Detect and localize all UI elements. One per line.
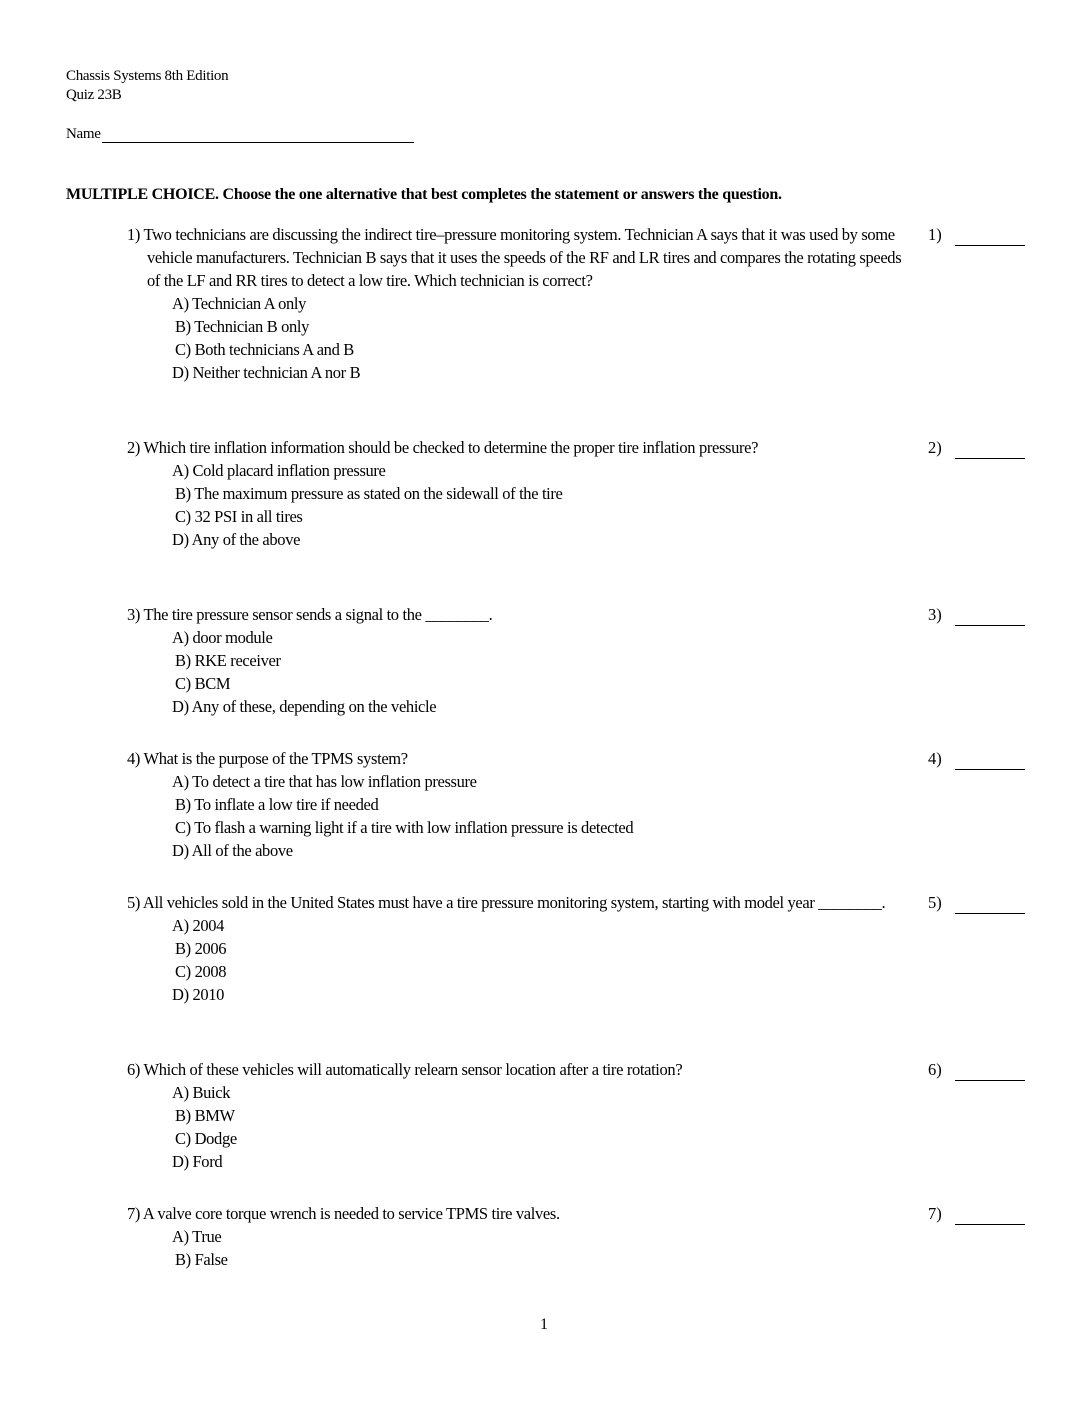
answer-blank-line[interactable] — [955, 895, 1025, 914]
option-a: A) Cold placard inflation pressure — [172, 461, 386, 480]
answer-number: 4) — [928, 749, 942, 768]
document-header — [66, 67, 228, 105]
answer-blank-line[interactable] — [955, 1206, 1025, 1225]
question-stem: 2) Which tire inflation information should be checked to determine the proper tire inflation pressure? — [127, 438, 759, 457]
answer-slot-2 — [928, 436, 1025, 459]
answer-number: 5) — [928, 893, 942, 912]
option-a: A) Buick — [172, 1083, 231, 1102]
option-b: B) False — [175, 1250, 228, 1269]
section-instructions: MULTIPLE CHOICE. Choose the one alternative that best completes the statement or answers the question. — [66, 186, 782, 203]
answer-blank-line[interactable] — [955, 1062, 1025, 1081]
question-stem: 6) Which of these vehicles will automatically relearn sensor location after a tire rotation? — [127, 1060, 683, 1079]
quiz-title: Quiz 23B — [66, 87, 122, 103]
page-number: 1 — [540, 1316, 548, 1333]
question-3 — [127, 603, 907, 718]
option-c: C) Dodge — [175, 1129, 237, 1148]
answer-slot-5 — [928, 891, 1025, 914]
question-stem: 4) What is the purpose of the TPMS system? — [127, 749, 408, 768]
answer-number: 7) — [928, 1204, 942, 1223]
course-title: Chassis Systems 8th Edition — [66, 68, 229, 84]
option-c: C) 32 PSI in all tires — [175, 507, 303, 526]
answer-slot-1 — [928, 223, 1025, 246]
option-a: A) door module — [172, 628, 273, 647]
answer-number: 3) — [928, 605, 942, 624]
answer-number: 1) — [928, 225, 942, 244]
question-4 — [127, 747, 907, 862]
question-6 — [127, 1058, 907, 1173]
question-stem: 5) All vehicles sold in the United States must have a tire pressure monitoring system, starting with model year ________. — [127, 893, 886, 912]
option-a: A) To detect a tire that has low inflation pressure — [172, 772, 477, 791]
question-2 — [127, 436, 907, 551]
answer-blank-line[interactable] — [955, 440, 1025, 459]
option-c: C) To flash a warning light if a tire with low inflation pressure is detected — [175, 818, 634, 837]
option-b: B) Technician B only — [175, 317, 310, 336]
option-d: D) Ford — [172, 1152, 223, 1171]
name-field-row — [66, 125, 414, 143]
answer-slot-6 — [928, 1058, 1025, 1081]
question-stem: 3) The tire pressure sensor sends a signal to the ________. — [127, 605, 493, 624]
name-label: Name — [66, 126, 101, 142]
answer-number: 2) — [928, 438, 942, 457]
question-stem: 7) A valve core torque wrench is needed to service TPMS tire valves. — [127, 1204, 560, 1223]
option-d: D) Neither technician A nor B — [172, 363, 361, 382]
answer-slot-4 — [928, 747, 1025, 770]
answer-number: 6) — [928, 1060, 942, 1079]
question-5 — [127, 891, 907, 1006]
option-b: B) 2006 — [175, 939, 227, 958]
option-d: D) Any of these, depending on the vehicle — [172, 697, 437, 716]
option-a: A) True — [172, 1227, 222, 1246]
option-a: A) Technician A only — [172, 294, 307, 313]
answer-blank-line[interactable] — [955, 607, 1025, 626]
option-b: B) To inflate a low tire if needed — [175, 795, 379, 814]
option-c: C) 2008 — [175, 962, 227, 981]
answer-slot-7 — [928, 1202, 1025, 1225]
question-1 — [127, 223, 907, 384]
option-b: B) BMW — [175, 1106, 235, 1125]
answer-blank-line[interactable] — [955, 751, 1025, 770]
option-d: D) All of the above — [172, 841, 293, 860]
answer-slot-3 — [928, 603, 1025, 626]
option-b: B) RKE receiver — [175, 651, 281, 670]
answer-blank-line[interactable] — [955, 227, 1025, 246]
option-d: D) Any of the above — [172, 530, 301, 549]
name-blank-line[interactable] — [102, 125, 414, 143]
option-b: B) The maximum pressure as stated on the sidewall of the tire — [175, 484, 563, 503]
option-a: A) 2004 — [172, 916, 225, 935]
option-c: C) Both technicians A and B — [175, 340, 354, 359]
option-d: D) 2010 — [172, 985, 225, 1004]
question-7 — [127, 1202, 907, 1271]
option-c: C) BCM — [175, 674, 231, 693]
question-stem: 1) Two technicians are discussing the indirect tire–pressure monitoring system. Technician A says that it was used by some vehicle manufacturers. Technician B says that it uses the speeds of the RF and LR tires and compares the rotating speeds of the LF and RR tires to detect a low tire. Which technician is correct? — [127, 225, 902, 290]
